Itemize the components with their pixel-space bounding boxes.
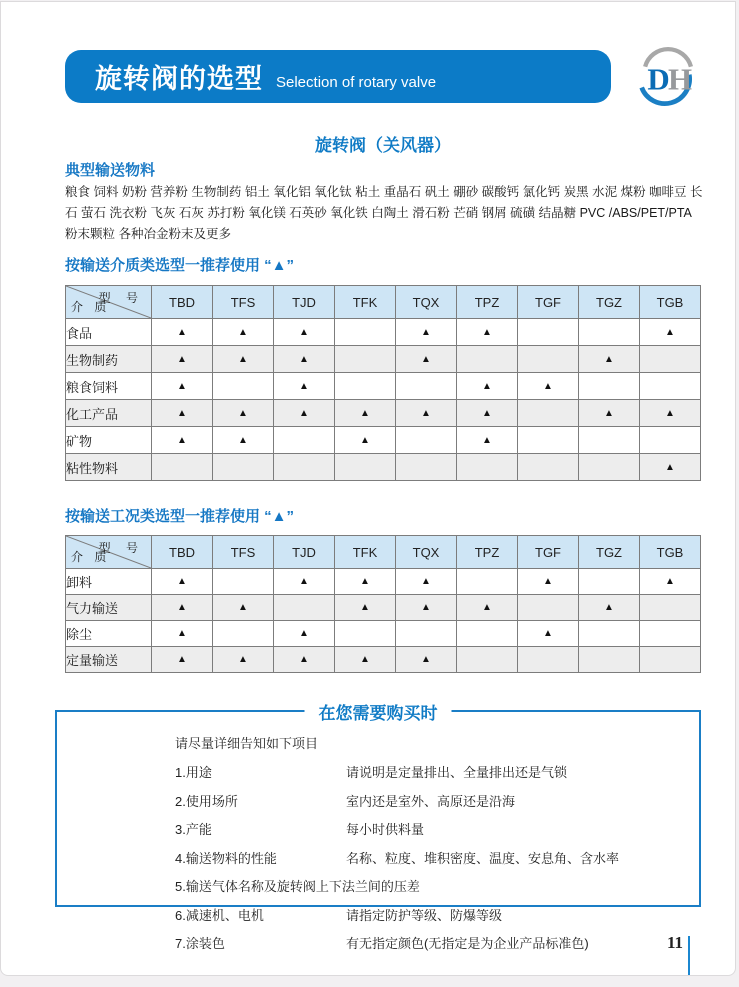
recommend-mark-cell	[274, 427, 335, 454]
purchase-item-value: 名称、粒度、堆积密度、温度、安息角、含水率	[346, 850, 620, 866]
recommend-mark-cell	[335, 373, 396, 400]
purchase-intro: 请尽量详细告知如下项目	[175, 736, 319, 751]
row-label-cell: 气力输送	[66, 595, 152, 621]
recommend-mark-cell	[640, 346, 701, 373]
recommend-mark-cell: ▲	[335, 400, 396, 427]
selection-by-media-heading: 按输送介质类选型一推荐使用 “▲”	[65, 257, 295, 274]
recommend-mark-cell: ▲	[213, 427, 274, 454]
recommend-mark-cell: ▲	[152, 319, 213, 346]
row-label-cell: 粘性物料	[66, 454, 152, 481]
recommend-mark-cell: ▲	[457, 400, 518, 427]
purchase-item-label: 2.使用场所	[175, 793, 238, 809]
recommend-mark-cell	[518, 346, 579, 373]
recommend-mark-cell: ▲	[518, 569, 579, 595]
recommend-mark-cell: ▲	[274, 319, 335, 346]
recommend-mark-cell	[335, 621, 396, 647]
recommend-mark-cell	[579, 373, 640, 400]
corner-label-model: 型 号	[98, 541, 144, 555]
recommend-mark-cell: ▲	[335, 427, 396, 454]
recommend-mark-cell	[579, 569, 640, 595]
model-column-header: TPZ	[457, 286, 518, 319]
recommend-mark-cell	[274, 595, 335, 621]
row-label-cell: 定量输送	[66, 647, 152, 673]
purchase-item-label: 4.输送物料的性能	[175, 850, 277, 866]
recommend-mark-cell	[457, 346, 518, 373]
recommend-mark-cell	[518, 647, 579, 673]
purchase-item-value: 室内还是室外、高原还是沿海	[346, 793, 516, 809]
row-label-cell: 卸料	[66, 569, 152, 595]
recommend-mark-cell: ▲	[274, 346, 335, 373]
recommend-mark-cell: ▲	[152, 621, 213, 647]
table-row	[66, 319, 701, 346]
recommend-mark-cell: ▲	[213, 319, 274, 346]
recommend-mark-cell	[335, 454, 396, 481]
recommend-mark-cell: ▲	[396, 400, 457, 427]
table-header-row	[66, 286, 701, 319]
recommend-mark-cell	[274, 454, 335, 481]
logo-letter-d: D	[647, 61, 670, 97]
doc-title: 旋转阀（关风器）	[315, 136, 451, 155]
recommend-mark-cell: ▲	[213, 400, 274, 427]
recommend-mark-cell	[213, 373, 274, 400]
materials-text: 粮食 饲料 奶粉 营养粉 生物制药 铝土 氧化铝 氧化钛 粘土 重晶石 矾土 硼砂 碳酸钙 氯化钙 炭黑 水泥 煤粉 咖啡豆 长石 萤石 洗衣粉 飞灰 石灰 苏打粉 氧化镁 石英砂 氧化铁 白陶土 滑石粉 芒硝 钢屑 硫磺 结晶糖 PVC /ABS/PET/PTA粉末颗粒 各种冶金粉末及更多	[65, 185, 703, 241]
recommend-mark-cell	[396, 454, 457, 481]
recommend-mark-cell	[213, 454, 274, 481]
table-row	[66, 595, 701, 621]
recommend-mark-cell	[457, 454, 518, 481]
recommend-mark-cell	[396, 427, 457, 454]
recommend-mark-cell: ▲	[274, 400, 335, 427]
table-row	[66, 427, 701, 454]
recommend-mark-cell	[640, 621, 701, 647]
purchase-item	[175, 876, 689, 895]
recommend-mark-cell: ▲	[579, 346, 640, 373]
table-header-row	[66, 536, 701, 569]
recommend-mark-cell	[579, 319, 640, 346]
recommend-mark-cell: ▲	[579, 400, 640, 427]
model-column-header: TBD	[152, 536, 213, 569]
recommend-mark-cell: ▲	[396, 569, 457, 595]
recommend-mark-cell	[457, 621, 518, 647]
recommend-mark-cell: ▲	[274, 569, 335, 595]
purchase-item-label: 3.产能	[175, 822, 212, 837]
purchase-item	[175, 791, 689, 810]
row-label-cell: 生物制药	[66, 346, 152, 373]
logo-letter-h: H	[668, 61, 693, 97]
table-row	[66, 346, 701, 373]
recommend-mark-cell	[518, 427, 579, 454]
recommend-mark-cell	[335, 346, 396, 373]
purchase-item-value: 有无指定颜色(无指定是为企业产品标准色)	[346, 936, 589, 951]
recommend-mark-cell: ▲	[396, 346, 457, 373]
table-row	[66, 400, 701, 427]
banner-title-en: Selection of rotary valve	[276, 73, 437, 91]
selection-by-condition-table	[65, 535, 701, 673]
recommend-mark-cell: ▲	[457, 595, 518, 621]
page	[0, 1, 736, 976]
recommend-mark-cell	[152, 454, 213, 481]
recommend-mark-cell	[213, 569, 274, 595]
recommend-mark-cell	[518, 454, 579, 481]
purchase-item	[175, 762, 689, 781]
recommend-mark-cell: ▲	[457, 373, 518, 400]
purchase-item-value: 每小时供料量	[346, 822, 425, 837]
recommend-mark-cell: ▲	[274, 373, 335, 400]
selection-by-condition-heading: 按输送工况类选型一推荐使用 “▲”	[65, 508, 295, 525]
model-column-header: TGZ	[579, 286, 640, 319]
purchase-items	[175, 762, 689, 952]
corner-label-media: 介 质	[71, 550, 111, 564]
model-column-header: TGB	[640, 286, 701, 319]
recommend-mark-cell: ▲	[457, 427, 518, 454]
model-column-header: TQX	[396, 536, 457, 569]
corner-label-model: 型 号	[98, 291, 144, 305]
recommend-mark-cell: ▲	[640, 569, 701, 595]
recommend-mark-cell: ▲	[152, 595, 213, 621]
model-column-header: TFK	[335, 286, 396, 319]
recommend-mark-cell: ▲	[335, 569, 396, 595]
purchase-item-value: 请说明是定量排出、全量排出还是气锁	[346, 765, 568, 780]
recommend-mark-cell	[518, 400, 579, 427]
model-column-header: TBD	[152, 286, 213, 319]
row-label-cell: 除尘	[66, 621, 152, 647]
model-column-header: TJD	[274, 286, 335, 319]
row-label-cell: 食品	[66, 319, 152, 346]
recommend-mark-cell: ▲	[640, 319, 701, 346]
recommend-mark-cell	[640, 373, 701, 400]
purchase-item	[175, 819, 689, 838]
page-number: 11	[666, 933, 683, 952]
table-row	[66, 647, 701, 673]
recommend-mark-cell: ▲	[579, 595, 640, 621]
row-label-cell: 粮食饲料	[66, 373, 152, 400]
recommend-mark-cell	[335, 319, 396, 346]
purchase-item	[175, 848, 689, 867]
recommend-mark-cell: ▲	[518, 373, 579, 400]
purchase-item-value: 请指定防护等级、防爆等级	[346, 907, 503, 923]
recommend-mark-cell	[640, 647, 701, 673]
recommend-mark-cell	[396, 621, 457, 647]
recommend-mark-cell	[457, 647, 518, 673]
materials-heading: 典型输送物料	[65, 162, 156, 179]
header-banner	[65, 50, 611, 103]
table-corner-cell	[66, 536, 152, 569]
model-column-header: TPZ	[457, 536, 518, 569]
recommend-mark-cell	[579, 647, 640, 673]
recommend-mark-cell: ▲	[152, 647, 213, 673]
recommend-mark-cell: ▲	[152, 373, 213, 400]
row-label-cell: 矿物	[66, 427, 152, 454]
row-label-cell: 化工产品	[66, 400, 152, 427]
model-column-header: TFS	[213, 286, 274, 319]
recommend-mark-cell: ▲	[213, 595, 274, 621]
recommend-mark-cell	[640, 427, 701, 454]
table-row	[66, 569, 701, 595]
purchase-box-title: 在您需要购买时	[305, 699, 452, 724]
banner-title-zh: 旋转阀的选型	[95, 64, 263, 94]
model-column-header: TFK	[335, 536, 396, 569]
corner-label-media: 介 质	[71, 300, 111, 314]
recommend-mark-cell: ▲	[213, 647, 274, 673]
model-column-header: TFS	[213, 536, 274, 569]
recommend-mark-cell: ▲	[335, 647, 396, 673]
table-corner-cell	[66, 286, 152, 319]
recommend-mark-cell	[396, 373, 457, 400]
purchase-item-label: 6.减速机、电机	[175, 907, 264, 923]
recommend-mark-cell: ▲	[396, 319, 457, 346]
purchase-item	[175, 933, 689, 952]
table-row	[66, 454, 701, 481]
model-column-header: TGZ	[579, 536, 640, 569]
model-column-header: TQX	[396, 286, 457, 319]
recommend-mark-cell: ▲	[640, 400, 701, 427]
model-column-header: TGF	[518, 286, 579, 319]
recommend-mark-cell: ▲	[640, 454, 701, 481]
recommend-mark-cell: ▲	[152, 346, 213, 373]
model-column-header: TGF	[518, 536, 579, 569]
table-row	[66, 621, 701, 647]
recommend-mark-cell: ▲	[274, 621, 335, 647]
recommend-mark-cell: ▲	[274, 647, 335, 673]
recommend-mark-cell	[518, 319, 579, 346]
recommend-mark-cell: ▲	[152, 569, 213, 595]
model-column-header: TGB	[640, 536, 701, 569]
recommend-mark-cell: ▲	[457, 319, 518, 346]
dh-logo-icon	[634, 45, 700, 111]
recommend-mark-cell	[457, 569, 518, 595]
recommend-mark-cell	[213, 621, 274, 647]
recommend-mark-cell	[579, 454, 640, 481]
page-number-rule	[688, 936, 690, 976]
recommend-mark-cell: ▲	[213, 346, 274, 373]
purchase-box-body	[175, 733, 689, 952]
recommend-mark-cell: ▲	[518, 621, 579, 647]
selection-by-media-table	[65, 285, 701, 481]
recommend-mark-cell	[579, 427, 640, 454]
purchase-item-label: 1.用途	[175, 765, 212, 780]
recommend-mark-cell: ▲	[396, 647, 457, 673]
purchase-item-label: 5.输送气体名称及旋转阀上下法兰间的压差	[175, 879, 420, 894]
recommend-mark-cell: ▲	[396, 595, 457, 621]
recommend-mark-cell	[579, 621, 640, 647]
purchase-item-label: 7.涂装色	[175, 936, 225, 951]
purchase-item	[175, 905, 689, 924]
recommend-mark-cell: ▲	[335, 595, 396, 621]
model-column-header: TJD	[274, 536, 335, 569]
recommend-mark-cell	[640, 595, 701, 621]
recommend-mark-cell	[518, 595, 579, 621]
table-row	[66, 373, 701, 400]
recommend-mark-cell: ▲	[152, 400, 213, 427]
recommend-mark-cell: ▲	[152, 427, 213, 454]
